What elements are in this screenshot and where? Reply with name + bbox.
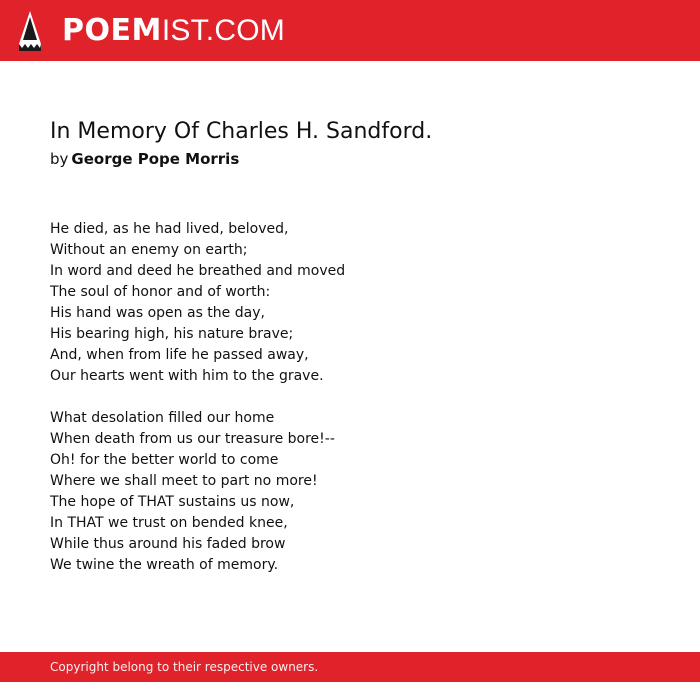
poem-line: The hope of THAT sustains us now,	[50, 494, 295, 510]
pen-nib-icon[interactable]	[17, 10, 43, 52]
copyright-notice: Copyright belong to their respective owners.	[50, 660, 319, 674]
poem-line: The soul of honor and of worth:	[50, 284, 271, 300]
poem-line: And, when from life he passed away,	[50, 347, 309, 363]
byline-label: by	[50, 150, 69, 168]
poem-line: He died, as he had lived, beloved,	[50, 221, 289, 237]
site-header	[0, 0, 700, 61]
author-name[interactable]: George Pope Morris	[71, 150, 240, 168]
poem-line: His bearing high, his nature brave;	[50, 326, 294, 342]
site-footer	[0, 652, 700, 682]
poem-body	[50, 219, 650, 597]
poem-line: When death from us our treasure bore!--	[50, 431, 335, 447]
poem-title: In Memory Of Charles H. Sandford.	[50, 119, 433, 144]
poem-line: Oh! for the better world to come	[50, 452, 279, 468]
poem-line: Our hearts went with him to the grave.	[50, 368, 324, 384]
poem-line: While thus around his faded brow	[50, 536, 286, 552]
poem-line: His hand was open as the day,	[50, 305, 265, 321]
poem-line: Where we shall meet to part no more!	[50, 473, 318, 489]
stanza-1	[50, 219, 650, 387]
poem-line: In THAT we trust on bended knee,	[50, 515, 288, 531]
logo-brand-light: IST.COM	[161, 14, 285, 47]
byline	[50, 149, 239, 169]
stanza-2	[50, 408, 650, 576]
poem-line: What desolation filled our home	[50, 410, 275, 426]
logo-brand-bold: POEM	[62, 13, 162, 48]
poem-line: Without an enemy on earth;	[50, 242, 248, 258]
site-logo[interactable]	[62, 12, 285, 50]
poem-line: We twine the wreath of memory.	[50, 557, 279, 573]
poem-line: In word and deed he breathed and moved	[50, 263, 346, 279]
